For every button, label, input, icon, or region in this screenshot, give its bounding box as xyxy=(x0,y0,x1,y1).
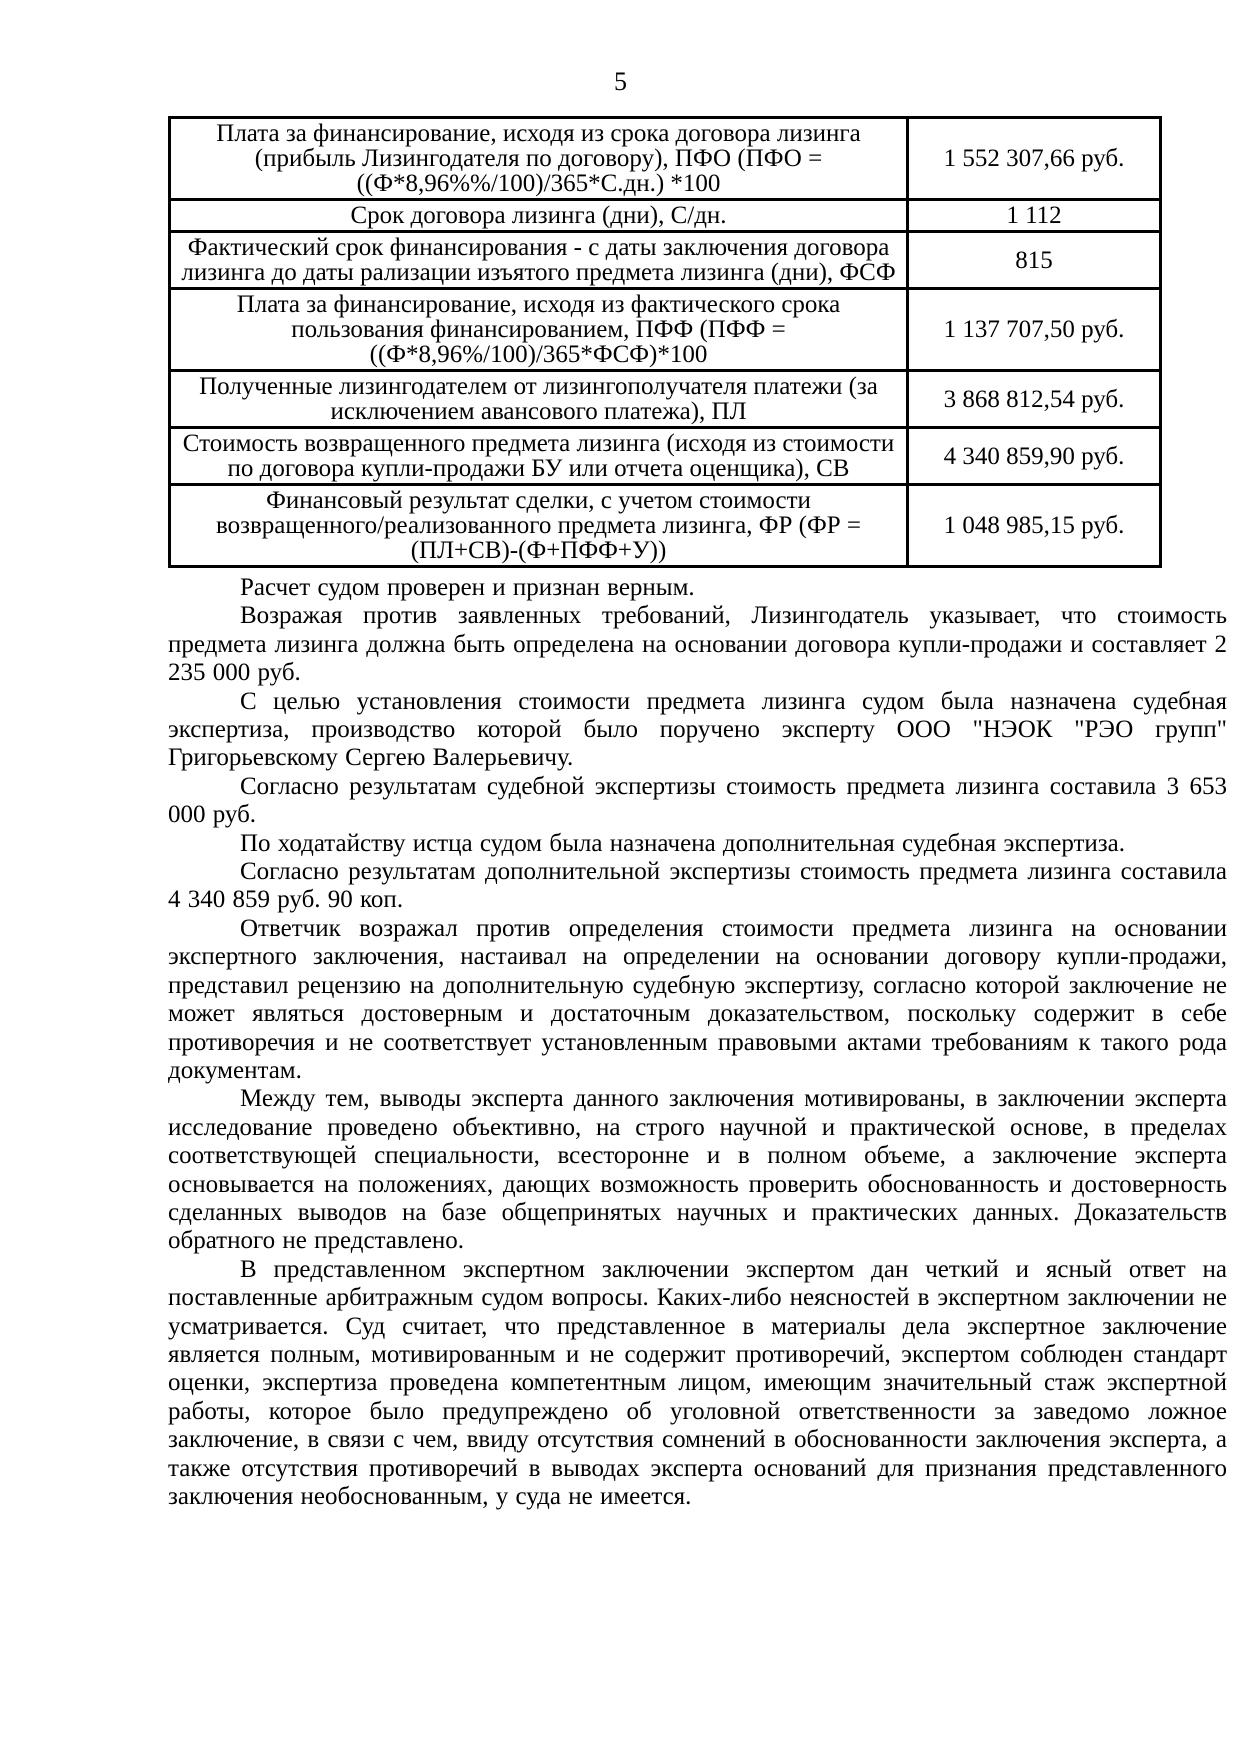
table-row xyxy=(170,428,1161,485)
table-row-label: Плата за финансирование, исходя из срока договора лизинга (прибыль Лизингодателя по договору), ПФО (ПФО =((Ф*8,96%%/100)/365*С.дн.) *100 xyxy=(170,118,908,200)
document-content xyxy=(168,116,1227,1511)
decision-text xyxy=(168,574,1227,1511)
paragraph: В представленном экспертном заключении экспертом дан четкий и ясный ответ на поставленные арбитражным судом вопросы. Каких-либо неясностей в экспертном заключении не усматривается. Суд считает, что представленное в материалы дела экспертное заключение является полным, мотивированным и не содержит противоречий, экспертом соблюден стандарт оценки, экспертиза проведена компетентным лицом, имеющим значительный стаж экспертной работы, которое было предупреждено об уголовной ответственности за заведомо ложное заключение, в связи с чем, ввиду отсутствия сомнений в обоснованности заключения эксперта, а также отсутствия противоречий в выводах эксперта оснований для признания представленного заключения необоснованным, у суда не имеется. xyxy=(168,1255,1227,1510)
table-row-value: 815 xyxy=(908,232,1161,289)
paragraph: Согласно результатам дополнительной экспертизы стоимость предмета лизинга составила 4 340 859 руб. 90 коп. xyxy=(168,858,1227,914)
paragraph: По ходатайству истца судом была назначена дополнительная судебная экспертиза. xyxy=(240,829,1126,857)
table-row xyxy=(170,289,1161,371)
paragraph: С целью установления стоимости предмета лизинга судом была назначена судебная экспертиза, производство которой было поручено эксперту ООО "НЭОК "РЭО групп" Григорьевскому Сергею Валерьевичу. xyxy=(168,687,1227,772)
table-row xyxy=(170,118,1161,200)
paragraph: Согласно результатам судебной экспертизы стоимость предмета лизинга составила 3 653 000 руб. xyxy=(168,772,1227,829)
table-row-label: Полученные лизингодателем от лизингополучателя платежи (за исключением авансового платежа), ПЛ xyxy=(170,371,908,428)
table-row-label: Срок договора лизинга (дни), С/дн. xyxy=(170,200,908,232)
table-row xyxy=(170,371,1161,428)
paragraph: Расчет судом проверен и признан верным. xyxy=(240,574,695,601)
table-row-label: Плата за финансирование, исходя из фактического срока пользования финансированием, ПФФ (ПФФ =((Ф*8,96%/100)/365*ФСФ)*100 xyxy=(170,289,908,371)
table-row xyxy=(170,232,1161,289)
paragraph: Ответчик возражал против определения стоимости предмета лизинга на основании экспертного заключения, настаивал на определении на основании договору купли-продажи, представил рецензию на дополнительную судебную экспертизу, согласно которой заключение не может являться достоверным и достаточным доказательством, поскольку содержит в себе противоречия и не соответствует установленным правовыми актами требованиям к такого рода документам. xyxy=(168,914,1227,1084)
table-row-value: 1 552 307,66 руб. xyxy=(908,118,1161,200)
table-row-label: Фактический срок финансирования - с даты заключения договора лизинга до даты рализации изъятого предмета лизинга (дни), ФСФ xyxy=(170,232,908,289)
table-row-value: 4 340 859,90 руб. xyxy=(908,428,1161,485)
leasing-calculation-table xyxy=(168,116,1162,568)
table-row-value: 1 137 707,50 руб. xyxy=(908,289,1161,371)
table-row-value: 3 868 812,54 руб. xyxy=(908,371,1161,428)
table-row-value: 1 112 xyxy=(908,200,1161,232)
page-number: 5 xyxy=(614,67,627,96)
table-row xyxy=(170,485,1161,567)
paragraph: Возражая против заявленных требований, Лизингодатель указывает, что стоимость предмета лизинга должна быть определена на основании договора купли-продажи и составляет 2 235 000 руб. xyxy=(168,602,1227,687)
table-row xyxy=(170,200,1161,232)
table-row-label: Финансовый результат сделки, с учетом стоимости возвращенного/реализованного предмета лизинга, ФР (ФР = (ПЛ+СВ)-(Ф+ПФФ+У)) xyxy=(170,485,908,567)
table-row-value: 1 048 985,15 руб. xyxy=(908,485,1161,567)
paragraph: Между тем, выводы эксперта данного заключения мотивированы, в заключении эксперта исследование проведено объективно, на строго научной и практической основе, в пределах соответствующей специальности, всесторонне и в полном объеме, а заключение эксперта основывается на положениях, дающих возможность проверить обоснованность и достоверность сделанных выводов на базе общепринятых научных и практических данных. Доказательств обратного не представлено. xyxy=(168,1085,1227,1255)
table-row-label: Стоимость возвращенного предмета лизинга (исходя из стоимости по договора купли-продажи БУ или отчета оценщика), СВ xyxy=(170,428,908,485)
